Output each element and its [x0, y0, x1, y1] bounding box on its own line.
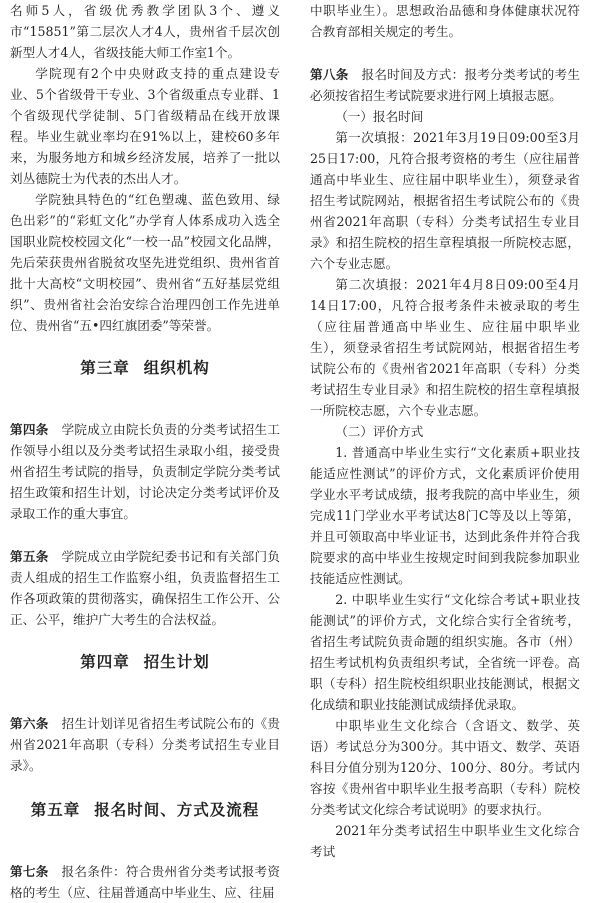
article-label: 第四条: [10, 422, 49, 437]
chapter-heading-3: [10, 358, 280, 378]
chapter-number: 第四章: [80, 653, 130, 671]
article-label: 第八条: [310, 67, 349, 82]
article-body: 学院成立由学院纪委书记和有关部门负责人组成的招生工作监察小组，负责监督招生工作各项政策的贯彻落实，确保招生工作公开、公正、公平，维护广大考生的合法权益。: [10, 549, 281, 627]
article-label: 第七条: [10, 864, 49, 879]
section-heading: （一）报名时间: [335, 109, 424, 124]
article-label: 第五条: [10, 549, 49, 564]
article-5: [10, 525, 280, 630]
article-body: 招生计划详见省招生考试院公布的《贵州省2021年高职（专科）分类考试招生专业目录》。: [10, 716, 281, 773]
paragraph: 学院独具特色的“红色塑魂、蓝色致用、绿色出彩”的“彩虹文化”办学育人体系成功入选全国职业院校校园文化“一校一品”校园文化品牌，先后荣获贵州省脱贫攻坚先进党组织、贵州省首批十大高校“文明校园”、贵州省“五好基层党组织”、贵州省社会治安综合治理四创工作先进单位、贵州省“五•四红旗团委”等荣誉。: [10, 192, 280, 333]
paragraph: 学院现有2个中央财政支持的重点建设专业、5个省级骨干专业、3个省级重点专业群、1个省级现代学徒制、5门省级精品在线开放课程。毕业生就业率均在91%以上，建校60多年来，为服务地方和城乡经济发展，培养了一批以刘丛德院士为代表的杰出人才。: [10, 66, 280, 186]
paragraph: 2. 中职毕业生实行“文化综合考试+职业技能测试”的评价方式，文化综合实行全省统考，省招生考试院负责命题的组织实施。各市（州）招生考试机构负责组织考试，全省统一评卷。高职（专科）招生院校组织职业技能测试，根据文化成绩和职业技能测试成绩择优录取。: [310, 592, 580, 712]
paragraph: 名师5人，省级优秀教学团队3个、遵义市“15851”第二层次人才4人，贵州省千层次创新型人才4人，省级技能大师工作室1个。: [10, 3, 280, 60]
left-column: [10, 0, 280, 903]
article-4: [10, 398, 280, 524]
section-heading: （二）评价方式: [335, 424, 424, 439]
paragraph: 2021年分类考试招生中职毕业生文化综合考试: [310, 823, 580, 859]
chapter-number: 第三章: [80, 359, 130, 377]
article-6: [10, 692, 280, 776]
chapter-heading-5: [10, 800, 280, 820]
right-column: [310, 0, 580, 862]
paragraph: 第二次填报：2021年4月8日09:00至4月14日17:00，凡符合报考条件未被录取的考生（应往届普通高中毕业生、应往届中职毕业生），须登录省招生考试院网站，根据省招生考试院公布的《贵州省2021年高职（专科）分类考试招生专业目录》和招生院校的招生章程填报一所院校志愿，六个专业志愿。: [310, 277, 580, 418]
article-body: 报名条件：符合贵州省分类考试报考资格的考生（应、往届普通高中毕业生、应、往届: [10, 864, 281, 900]
chapter-heading-4: [10, 652, 280, 672]
chapter-title: 组织机构: [143, 359, 210, 377]
paragraph: 第一次填报：2021年3月19日09:00至3月25日17:00，凡符合报考资格的考生（应往届普通高中毕业生、应往届中职毕业生），须登录省招生考试院网站，根据省招生考试院公布的《贵州省2021年高职（专科）分类考试招生专业目录》和招生院校的招生章程填报一所院校志愿，六个专业志愿。: [310, 130, 580, 271]
article-body: 学院成立由院长负责的分类考试招生工作领导小组以及分类考试招生录取小组，接受贵州省招生考试院的指导，负责制定学院分类考试招生政策和招生计划，讨论决定分类考试评价及录取工作的重大事宜。: [10, 422, 281, 521]
paragraph: 中职毕业生）。思想政治品德和身体健康状况符合教育部相关规定的考生。: [310, 3, 580, 39]
paragraph: 1. 普通高中毕业生实行“文化素质+职业技能适应性测试”的评价方式，文化素质评价使用学业水平考试成绩，报考我院的高中毕业生，须完成11门学业水平考试达8门C等及以上等第，并且可领取高中毕业证书，达到此条件并符合我院要求的高中毕业生按规定时间到我院参加职业技能适应性测试。: [310, 445, 580, 586]
article-body: 报名时间及方式：报考分类考试的考生必须按省招生考试院要求进行网上填报志愿。: [310, 67, 581, 103]
article-8: [310, 43, 580, 106]
chapter-title: 报名时间、方式及流程: [94, 801, 260, 819]
article-7: [10, 840, 280, 903]
paragraph: 中职毕业生文化综合（含语文、数学、英语）考试总分为300分。其中语文、数学、英语科目分值分别为120分、100分、80分。考试内容按《贵州省中职毕业生报考高职（专科）院校分类考试文化综合考试说明》的要求执行。: [310, 718, 580, 817]
chapter-title: 招生计划: [143, 653, 210, 671]
chapter-number: 第五章: [30, 801, 81, 819]
article-label: 第六条: [10, 716, 49, 731]
